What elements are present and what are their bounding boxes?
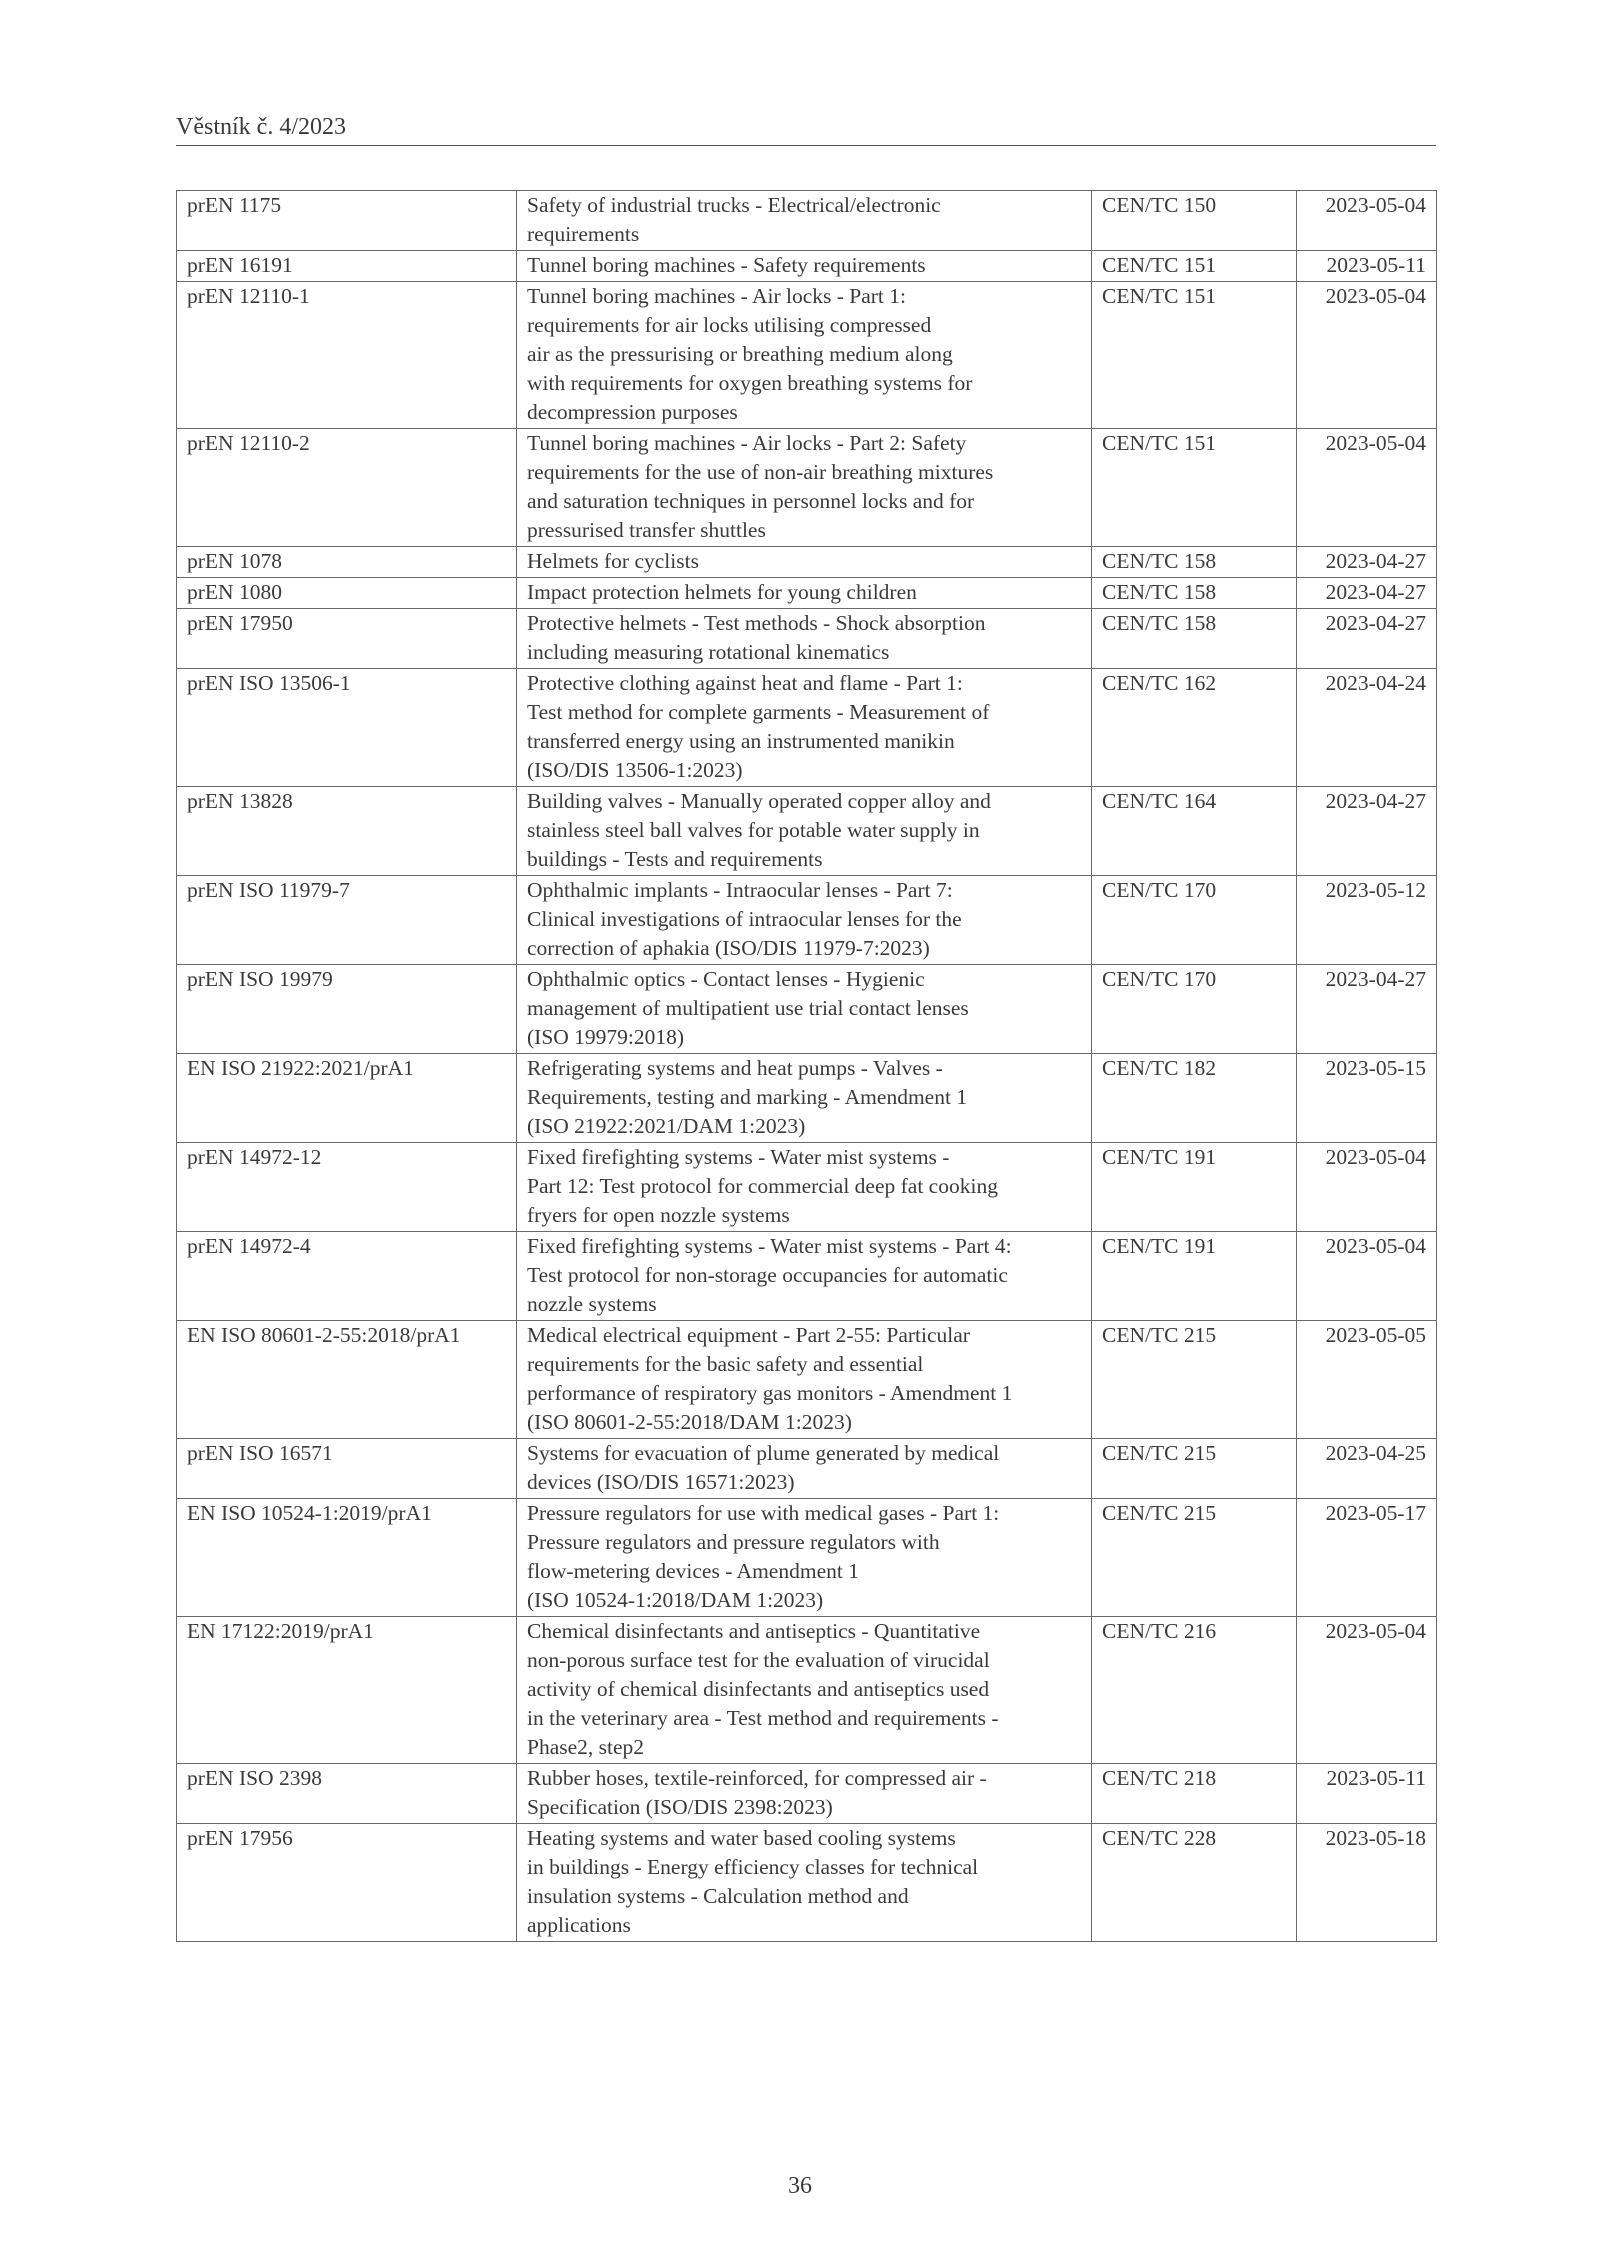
standard-title-line: including measuring rotational kinematics (527, 640, 890, 664)
technical-committee: CEN/TC 151 (1092, 251, 1297, 282)
standard-title-line: Tunnel boring machines - Air locks - Part 1: (527, 284, 907, 308)
standard-title (517, 1824, 1092, 1942)
standard-code: prEN 1175 (177, 191, 517, 251)
technical-committee: CEN/TC 158 (1092, 547, 1297, 578)
comment-deadline-date: 2023-05-05 (1297, 1321, 1437, 1439)
standard-title-line: Pressure regulators and pressure regulators with (527, 1530, 940, 1554)
technical-committee: CEN/TC 228 (1092, 1824, 1297, 1942)
technical-committee: CEN/TC 191 (1092, 1232, 1297, 1321)
standard-title-line: Fixed firefighting systems - Water mist systems - Part 4: (527, 1234, 1012, 1258)
standard-title-line: buildings - Tests and requirements (527, 847, 823, 871)
table-row (177, 1499, 1437, 1617)
standard-title-line: Building valves - Manually operated copper alloy and (527, 789, 991, 813)
standard-title-line: Ophthalmic implants - Intraocular lenses - Part 7: (527, 878, 953, 902)
standard-title-line: devices (ISO/DIS 16571:2023) (527, 1470, 795, 1494)
standard-title-line: Phase2, step2 (527, 1735, 645, 1759)
standard-title (517, 429, 1092, 547)
standard-title-line: Systems for evacuation of plume generated by medical (527, 1441, 1000, 1465)
table-row (177, 1824, 1437, 1942)
technical-committee: CEN/TC 218 (1092, 1764, 1297, 1824)
standard-title-line: stainless steel ball valves for potable water supply in (527, 818, 980, 842)
comment-deadline-date: 2023-04-27 (1297, 547, 1437, 578)
table-row (177, 609, 1437, 669)
technical-committee: CEN/TC 158 (1092, 578, 1297, 609)
table-row (177, 669, 1437, 787)
comment-deadline-date: 2023-05-04 (1297, 429, 1437, 547)
page-number: 36 (788, 2173, 812, 2199)
standard-code: EN 17122:2019/prA1 (177, 1617, 517, 1764)
standard-title-line: Clinical investigations of intraocular lenses for the (527, 907, 962, 931)
standard-title (517, 1232, 1092, 1321)
page-header (176, 113, 1436, 146)
standard-title (517, 876, 1092, 965)
standard-title-line: Helmets for cyclists (527, 549, 699, 573)
standard-title (517, 282, 1092, 429)
standard-title-line: management of multipatient use trial contact lenses (527, 996, 969, 1020)
standard-title (517, 1054, 1092, 1143)
standard-title-line: in buildings - Energy efficiency classes for technical (527, 1855, 979, 1879)
table-row (177, 1054, 1437, 1143)
standard-title-line: activity of chemical disinfectants and antiseptics used (527, 1677, 990, 1701)
standard-title-line: Fixed firefighting systems - Water mist systems - (527, 1145, 950, 1169)
standard-title-line: Medical electrical equipment - Part 2-55: Particular (527, 1323, 970, 1347)
comment-deadline-date: 2023-04-27 (1297, 787, 1437, 876)
standard-title-line: Requirements, testing and marking - Amendment 1 (527, 1085, 968, 1109)
standard-title (517, 669, 1092, 787)
standard-title (517, 191, 1092, 251)
comment-deadline-date: 2023-05-17 (1297, 1499, 1437, 1617)
comment-deadline-date: 2023-04-25 (1297, 1439, 1437, 1499)
standard-code: prEN 13828 (177, 787, 517, 876)
standard-title (517, 1617, 1092, 1764)
technical-committee: CEN/TC 151 (1092, 429, 1297, 547)
table-row (177, 191, 1437, 251)
standard-code: prEN ISO 2398 (177, 1764, 517, 1824)
standard-title-line: correction of aphakia (ISO/DIS 11979-7:2023) (527, 936, 930, 960)
comment-deadline-date: 2023-04-27 (1297, 578, 1437, 609)
comment-deadline-date: 2023-05-04 (1297, 1617, 1437, 1764)
technical-committee: CEN/TC 216 (1092, 1617, 1297, 1764)
standard-title-line: non-porous surface test for the evaluation of virucidal (527, 1648, 990, 1672)
standard-title (517, 1499, 1092, 1617)
technical-committee: CEN/TC 215 (1092, 1499, 1297, 1617)
standard-title-line: Safety of industrial trucks - Electrical/electronic (527, 193, 941, 217)
table-row (177, 1439, 1437, 1499)
standard-title-line: flow-metering devices - Amendment 1 (527, 1559, 859, 1583)
bulletin-title: Věstník č. 4/2023 (176, 114, 346, 140)
standard-title-line: pressurised transfer shuttles (527, 518, 766, 542)
standard-title (517, 578, 1092, 609)
standard-code: prEN 12110-1 (177, 282, 517, 429)
standard-title-line: (ISO 10524-1:2018/DAM 1:2023) (527, 1588, 824, 1612)
standard-title-line: in the veterinary area - Test method and requirements - (527, 1706, 999, 1730)
comment-deadline-date: 2023-04-27 (1297, 609, 1437, 669)
standard-code: prEN 17950 (177, 609, 517, 669)
standard-code: prEN 14972-4 (177, 1232, 517, 1321)
standard-title-line: Protective helmets - Test methods - Shock absorption (527, 611, 986, 635)
standard-title (517, 609, 1092, 669)
standard-title-line: Impact protection helmets for young children (527, 580, 917, 604)
comment-deadline-date: 2023-04-24 (1297, 669, 1437, 787)
standard-title (517, 965, 1092, 1054)
standard-code: prEN 1080 (177, 578, 517, 609)
comment-deadline-date: 2023-05-15 (1297, 1054, 1437, 1143)
standard-title (517, 1143, 1092, 1232)
standard-title-line: fryers for open nozzle systems (527, 1203, 790, 1227)
standard-code: prEN ISO 19979 (177, 965, 517, 1054)
standard-code: prEN 12110-2 (177, 429, 517, 547)
standard-title-line: and saturation techniques in personnel locks and for (527, 489, 975, 513)
comment-deadline-date: 2023-05-04 (1297, 1232, 1437, 1321)
standard-code: prEN ISO 13506-1 (177, 669, 517, 787)
comment-deadline-date: 2023-05-12 (1297, 876, 1437, 965)
standard-code: prEN 1078 (177, 547, 517, 578)
standard-title-line: air as the pressurising or breathing medium along (527, 342, 953, 366)
standard-title-line: with requirements for oxygen breathing systems for (527, 371, 973, 395)
standard-title-line: Protective clothing against heat and flame - Part 1: (527, 671, 963, 695)
standard-title (517, 547, 1092, 578)
standard-title-line: decompression purposes (527, 400, 738, 424)
technical-committee: CEN/TC 182 (1092, 1054, 1297, 1143)
comment-deadline-date: 2023-04-27 (1297, 965, 1437, 1054)
standard-title-line: applications (527, 1913, 631, 1937)
table-row (177, 547, 1437, 578)
standard-title-line: Specification (ISO/DIS 2398:2023) (527, 1795, 833, 1819)
comment-deadline-date: 2023-05-04 (1297, 191, 1437, 251)
comment-deadline-date: 2023-05-04 (1297, 1143, 1437, 1232)
standard-title-line: requirements for air locks utilising compressed (527, 313, 932, 337)
technical-committee: CEN/TC 158 (1092, 609, 1297, 669)
standard-title-line: Chemical disinfectants and antiseptics - Quantitative (527, 1619, 981, 1643)
standard-title-line: (ISO/DIS 13506-1:2023) (527, 758, 743, 782)
standard-title (517, 251, 1092, 282)
standard-title-line: requirements (527, 222, 640, 246)
standard-code: prEN 16191 (177, 251, 517, 282)
standard-title-line: (ISO 80601-2-55:2018/DAM 1:2023) (527, 1410, 852, 1434)
standard-title-line: requirements for the basic safety and essential (527, 1352, 924, 1376)
table-row (177, 1617, 1437, 1764)
technical-committee: CEN/TC 215 (1092, 1321, 1297, 1439)
technical-committee: CEN/TC 164 (1092, 787, 1297, 876)
technical-committee: CEN/TC 150 (1092, 191, 1297, 251)
standard-title-line: Rubber hoses, textile-reinforced, for compressed air - (527, 1766, 987, 1790)
standard-title (517, 1764, 1092, 1824)
standard-title-line: Test method for complete garments - Measurement of (527, 700, 990, 724)
technical-committee: CEN/TC 191 (1092, 1143, 1297, 1232)
technical-committee: CEN/TC 215 (1092, 1439, 1297, 1499)
standard-title (517, 1439, 1092, 1499)
standard-title-line: Tunnel boring machines - Safety requirements (527, 253, 926, 277)
standard-title-line: requirements for the use of non-air breathing mixtures (527, 460, 994, 484)
standard-title-line: performance of respiratory gas monitors - Amendment 1 (527, 1381, 1013, 1405)
standard-code: EN ISO 10524-1:2019/prA1 (177, 1499, 517, 1617)
standard-code: prEN ISO 16571 (177, 1439, 517, 1499)
technical-committee: CEN/TC 170 (1092, 965, 1297, 1054)
standard-title-line: Tunnel boring machines - Air locks - Part 2: Safety (527, 431, 967, 455)
table-row (177, 578, 1437, 609)
standard-code: prEN 14972-12 (177, 1143, 517, 1232)
table-row (177, 787, 1437, 876)
standard-title-line: Pressure regulators for use with medical gases - Part 1: (527, 1501, 1000, 1525)
standard-title-line: Refrigerating systems and heat pumps - Valves - (527, 1056, 943, 1080)
technical-committee: CEN/TC 151 (1092, 282, 1297, 429)
standard-title-line: transferred energy using an instrumented manikin (527, 729, 955, 753)
standard-code: EN ISO 21922:2021/prA1 (177, 1054, 517, 1143)
standard-title-line: Test protocol for non-storage occupancies for automatic (527, 1263, 1008, 1287)
comment-deadline-date: 2023-05-18 (1297, 1824, 1437, 1942)
table-row (177, 1321, 1437, 1439)
standard-title-line: insulation systems - Calculation method and (527, 1884, 909, 1908)
standard-code: EN ISO 80601-2-55:2018/prA1 (177, 1321, 517, 1439)
standard-title-line: nozzle systems (527, 1292, 657, 1316)
standards-table (176, 190, 1437, 1942)
table-row (177, 282, 1437, 429)
comment-deadline-date: 2023-05-11 (1297, 1764, 1437, 1824)
standard-code: prEN ISO 11979-7 (177, 876, 517, 965)
table-row (177, 429, 1437, 547)
table-row (177, 965, 1437, 1054)
standards-table-body (177, 191, 1437, 1942)
technical-committee: CEN/TC 162 (1092, 669, 1297, 787)
standard-title-line: Ophthalmic optics - Contact lenses - Hygienic (527, 967, 925, 991)
standard-title-line: (ISO 21922:2021/DAM 1:2023) (527, 1114, 806, 1138)
standard-title (517, 1321, 1092, 1439)
comment-deadline-date: 2023-05-04 (1297, 282, 1437, 429)
table-row (177, 251, 1437, 282)
table-row (177, 1143, 1437, 1232)
standard-title-line: Part 12: Test protocol for commercial deep fat cooking (527, 1174, 998, 1198)
standard-title-line: (ISO 19979:2018) (527, 1025, 685, 1049)
standard-title-line: Heating systems and water based cooling systems (527, 1826, 956, 1850)
comment-deadline-date: 2023-05-11 (1297, 251, 1437, 282)
standard-title (517, 787, 1092, 876)
standard-code: prEN 17956 (177, 1824, 517, 1942)
table-row (177, 876, 1437, 965)
table-row (177, 1764, 1437, 1824)
table-row (177, 1232, 1437, 1321)
technical-committee: CEN/TC 170 (1092, 876, 1297, 965)
